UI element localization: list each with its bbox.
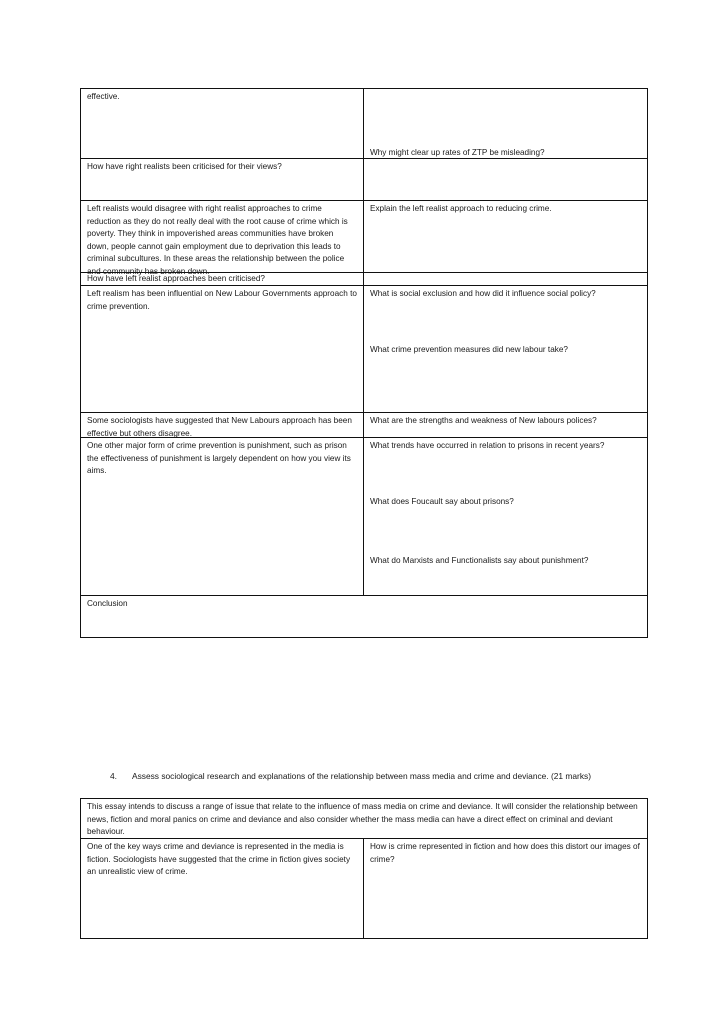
table-row bbox=[81, 438, 647, 596]
table-row bbox=[81, 596, 647, 637]
table-cell bbox=[81, 839, 364, 938]
table-cell bbox=[364, 286, 647, 412]
table-row bbox=[81, 413, 647, 438]
table-cell bbox=[81, 799, 647, 838]
table-cell bbox=[364, 413, 647, 437]
table-cell bbox=[81, 596, 647, 637]
table-row bbox=[81, 159, 647, 201]
table-row bbox=[81, 799, 647, 839]
table-cell bbox=[81, 413, 364, 437]
cell-text: What does Foucault say about prisons? bbox=[370, 497, 514, 506]
cell-text: What crime prevention measures did new labour take? bbox=[370, 345, 568, 354]
essay-plan-table-2 bbox=[80, 798, 648, 939]
intro-text: This essay intends to discuss a range of issue that relate to the influence of mass media on crime and deviance. It will consider the relationship between news, fiction and moral panics on crime and deviance and also consider whether the mass media can have a direct effect on criminal and deviant behaviour. bbox=[87, 802, 638, 837]
essay-plan-table-1 bbox=[80, 88, 648, 638]
cell-text: What trends have occurred in relation to prisons in recent years? bbox=[370, 441, 605, 450]
table-row bbox=[81, 201, 647, 276]
cell-text: Explain the left realist approach to reducing crime. bbox=[370, 204, 552, 213]
cell-text: How is crime represented in fiction and how does this distort our images of crime? bbox=[370, 842, 640, 864]
cell-text: Left realists would disagree with right realist approaches to crime reduction as they do not really deal with the root cause of crime which is poverty. They think in impoverished areas communities have broken down, people cannot gain employment due to deprivation this leads to criminal subcultures. In these areas the relationship between the police and community has broken down. bbox=[87, 204, 348, 276]
cell-text: Why might clear up rates of ZTP be misleading? bbox=[370, 148, 545, 157]
table-row bbox=[81, 89, 647, 159]
table-cell bbox=[364, 438, 647, 595]
question-number: 4. bbox=[110, 771, 117, 781]
cell-text: What is social exclusion and how did it influence social policy? bbox=[370, 289, 596, 298]
table-cell bbox=[364, 159, 647, 200]
table-cell bbox=[81, 438, 364, 595]
cell-text: What do Marxists and Functionalists say about punishment? bbox=[370, 556, 589, 565]
table-cell bbox=[364, 201, 647, 272]
cell-text: One of the key ways crime and deviance is represented in the media is fiction. Sociologists have suggested that the crime in fiction gives society an unrealistic view of crime. bbox=[87, 842, 351, 877]
cell-text: What are the strengths and weakness of New labours polices? bbox=[370, 416, 597, 425]
cell-text: Left realism has been influential on New Labour Governments approach to crime prevention. bbox=[87, 289, 357, 311]
table-cell bbox=[81, 89, 364, 158]
table-row bbox=[81, 286, 647, 413]
table-cell bbox=[364, 839, 647, 938]
table-cell bbox=[364, 89, 647, 158]
question-heading bbox=[110, 770, 591, 782]
table-cell bbox=[81, 201, 364, 276]
question-text: Assess sociological research and explanations of the relationship between mass media and crime and deviance. (21 marks) bbox=[132, 771, 592, 781]
table-cell bbox=[364, 273, 647, 285]
cell-text: One other major form of crime prevention is punishment, such as prison the effectiveness of punishment is largely dependent on how you view its aims. bbox=[87, 441, 351, 476]
cell-text: Some sociologists have suggested that New Labours approach has been effective but others disagree. bbox=[87, 416, 352, 438]
cell-text: How have right realists been criticised for their views? bbox=[87, 162, 282, 171]
table-cell bbox=[81, 286, 364, 412]
table-cell bbox=[81, 159, 364, 200]
cell-text: effective. bbox=[87, 92, 120, 101]
table-row bbox=[81, 839, 647, 938]
table-row bbox=[81, 273, 647, 286]
conclusion-label: Conclusion bbox=[87, 599, 128, 608]
table-cell bbox=[81, 273, 364, 285]
cell-text: How have left realist approaches been criticised? bbox=[87, 274, 265, 283]
